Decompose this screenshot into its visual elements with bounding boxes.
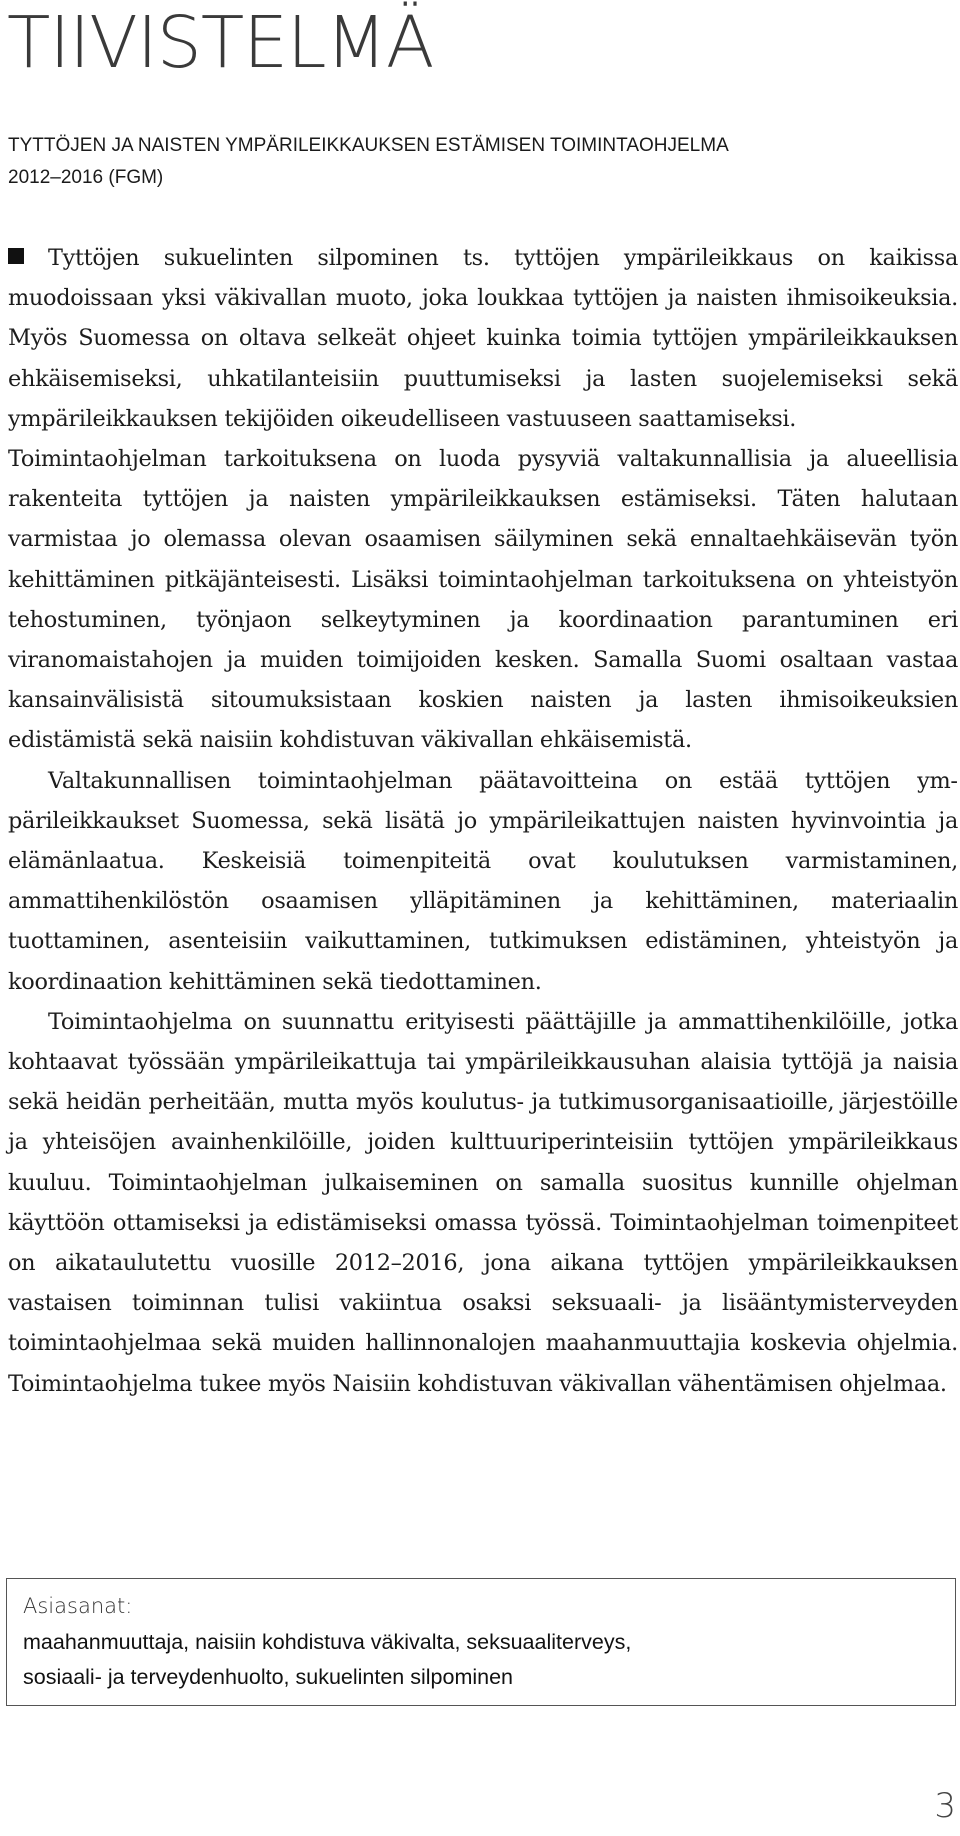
keywords-box — [6, 1578, 956, 1706]
page-title: TIIVISTELMÄ — [7, 1, 434, 84]
subtitle-line-1: TYTTÖJEN JA NAISTEN YMPÄRILEIKKAUKSEN ESTÄMISEN TOIMINTAOHJELMA — [8, 135, 729, 156]
page-number: 3 — [934, 1786, 956, 1826]
paragraph-1-container — [8, 238, 958, 439]
paragraph-2: Toimintaohjelman tarkoituksena on luoda pysyviä valtakunnallisia ja alueellisia rakenteita tyttöjen ja naisten ympärileikkauksen estämiseksi. Täten halutaan varmistaa jo olemassa olevan osaamisen säilyminen sekä ennaltaehkäisevän työn kehittäminen pitkäjänteisesti. Lisäksi toimintaohjelman tarkoituksena on yhteistyön tehostuminen, työnjaon selkeytyminen ja koordinaation parantuminen eri viranomaistahojen ja muiden toimijoiden kesken. Samalla Suomi osaltaan vastaa kansainvälisistä sitoumuksistaan koskien naisten ja lasten ihmisoikeuksien edistämistä sekä naisiin kohdistuvan väkivallan ehkäisemistä. — [8, 446, 958, 754]
paragraph-1: Tyttöjen sukuelinten silpominen ts. tyttöjen ympärileikkaus on kaikissa muodoissaan yksi väkivallan muoto, joka loukkaa tyttöjen ja naisten ihmisoikeuksia. Myös Suomessa on oltava selkeät ohjeet kuinka toimia tyttöjen ympärileikkauksen ehkäisemiseksi, uhkatilanteisiin puuttumiseksi ja lasten suojelemiseksi sekä ympärileikkauksen tekijöiden oikeudelliseen vastuuseen saattamiseksi. — [8, 245, 958, 432]
keywords-line-2: sosiaali- ja terveydenhuolto, sukuelinten silpominen — [23, 1665, 514, 1689]
paragraph-4: Toimintaohjelma on suunnattu erityisesti päättäjille ja ammattihenkilöille, jotka kohtaavat työssään ympärileikattuja tai ympärileikkausuhan alaisia tyttöjä ja naisia sekä heidän perheitään, mutta myös koulutus- ja tutkimusorganisaatioille, järjestöille ja yhteisöjen avainhenkilöille, joiden kulttuuriperinteisiin tyttöjen ympärileikkaus kuuluu. Toimintaohjelman julkaiseminen on samalla suositus kunnille ohjelman käyttöön ottamiseksi ja edistämiseksi omassa työssä. Toimintaohjelman toimenpiteet on aikataulutettu vuosille 2012–2016, jona aikana tyttöjen ympärileikkauksen vastaisen toiminnan tulisi vakiintua osaksi seksuaali- ja lisääntymisterveyden toimintaohjelmaa sekä muiden hallinnonalojen maahanmuuttajia koskevia ohjelmia. Toimintaohjelma tukee myös Naisiin kohdistuvan väkivallan vähentämisen ohjelmaa. — [8, 1008, 958, 1397]
subtitle-line-2: 2012–2016 (FGM) — [8, 167, 164, 188]
program-subtitle — [8, 130, 948, 194]
summary-body — [8, 238, 958, 1404]
keywords-label: Asiasanat: — [23, 1594, 133, 1618]
paragraph-3: Valtakunnallisen toimintaohjelman päätavoitteina on estää tyttöjen ympärileikkaukset Suomessa, sekä lisätä jo ympärileikattujen naisten hyvinvointia ja elämänlaatua. Keskeisiä toimenpiteitä ovat koulutuksen varmistaminen, ammattihenkilöstön osaamisen ylläpitäminen ja kehittäminen, materiaalin tuottaminen, asenteisiin vaikuttaminen, tutkimuksen edistäminen, yhteistyön ja koordinaation kehittäminen sekä tiedottaminen. — [8, 767, 958, 995]
square-bullet-icon — [8, 248, 24, 264]
keywords-list — [23, 1625, 940, 1695]
keywords-line-1: maahanmuuttaja, naisiin kohdistuva väkivalta, seksuaaliterveys, — [23, 1630, 632, 1654]
